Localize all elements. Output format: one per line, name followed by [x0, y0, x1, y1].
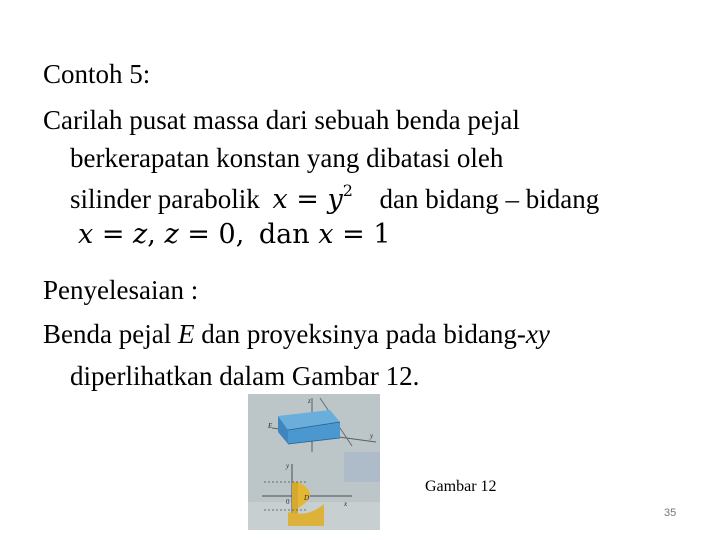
axis-label-z: z	[308, 397, 311, 405]
axis-label-y-bottom: y	[286, 462, 290, 470]
plane-z: z	[133, 219, 148, 250]
plane-z2: z	[164, 219, 179, 250]
plane-eq-2: =	[187, 219, 210, 250]
plane-eq-1: =	[101, 219, 125, 250]
plane-one: 1	[373, 219, 391, 250]
planes-equations	[78, 219, 391, 251]
solution-line-2: diperlihatkan dalam Gambar 12.	[70, 361, 420, 391]
plane-sep-2: ,	[235, 219, 245, 250]
plane-dan: dan	[258, 219, 310, 250]
solid-label-e: E	[268, 422, 273, 430]
problem-line-1: Carilah pusat massa dari sebuah benda pejal	[43, 105, 520, 135]
equation-equals: =	[296, 184, 319, 215]
solution-heading: Penyelesaian :	[43, 275, 199, 305]
example-heading: Contoh 5:	[43, 59, 151, 89]
plane-zero: 0	[218, 219, 236, 250]
equation-y: y	[327, 184, 343, 215]
problem-line-3-prefix: silinder parabolik	[70, 184, 260, 214]
figure-caption: Gambar 12	[425, 478, 497, 495]
plane-sep-1: ,	[147, 219, 156, 250]
solid-e: E	[177, 319, 195, 349]
page-number: 35	[664, 507, 677, 519]
problem-line-2: berkerapatan konstan yang dibatasi oleh	[70, 143, 504, 173]
axis-label-y-top: y	[370, 432, 374, 440]
solid-projection-illustration	[248, 394, 380, 530]
figure-12-image	[248, 394, 380, 530]
plane-x2: x	[318, 219, 334, 250]
equation-x: x	[272, 184, 288, 215]
axis-label-x: x	[344, 500, 348, 508]
plane-xy: xy	[525, 319, 550, 349]
solution-line-1-prefix: Benda pejal	[43, 319, 172, 349]
origin-label: 0	[286, 498, 290, 506]
region-label-d: D	[304, 494, 310, 502]
cylinder-equation	[272, 181, 361, 215]
problem-line-3-suffix: dan bidang – bidang	[379, 184, 600, 214]
solution-line-1	[43, 318, 550, 350]
solution-line-1-mid: dan proyeksinya pada bidang-	[201, 319, 526, 349]
plane-x: x	[78, 219, 94, 250]
problem-line-3	[70, 183, 599, 216]
plane-eq-3: =	[342, 219, 365, 250]
equation-exponent: 2	[342, 181, 353, 200]
